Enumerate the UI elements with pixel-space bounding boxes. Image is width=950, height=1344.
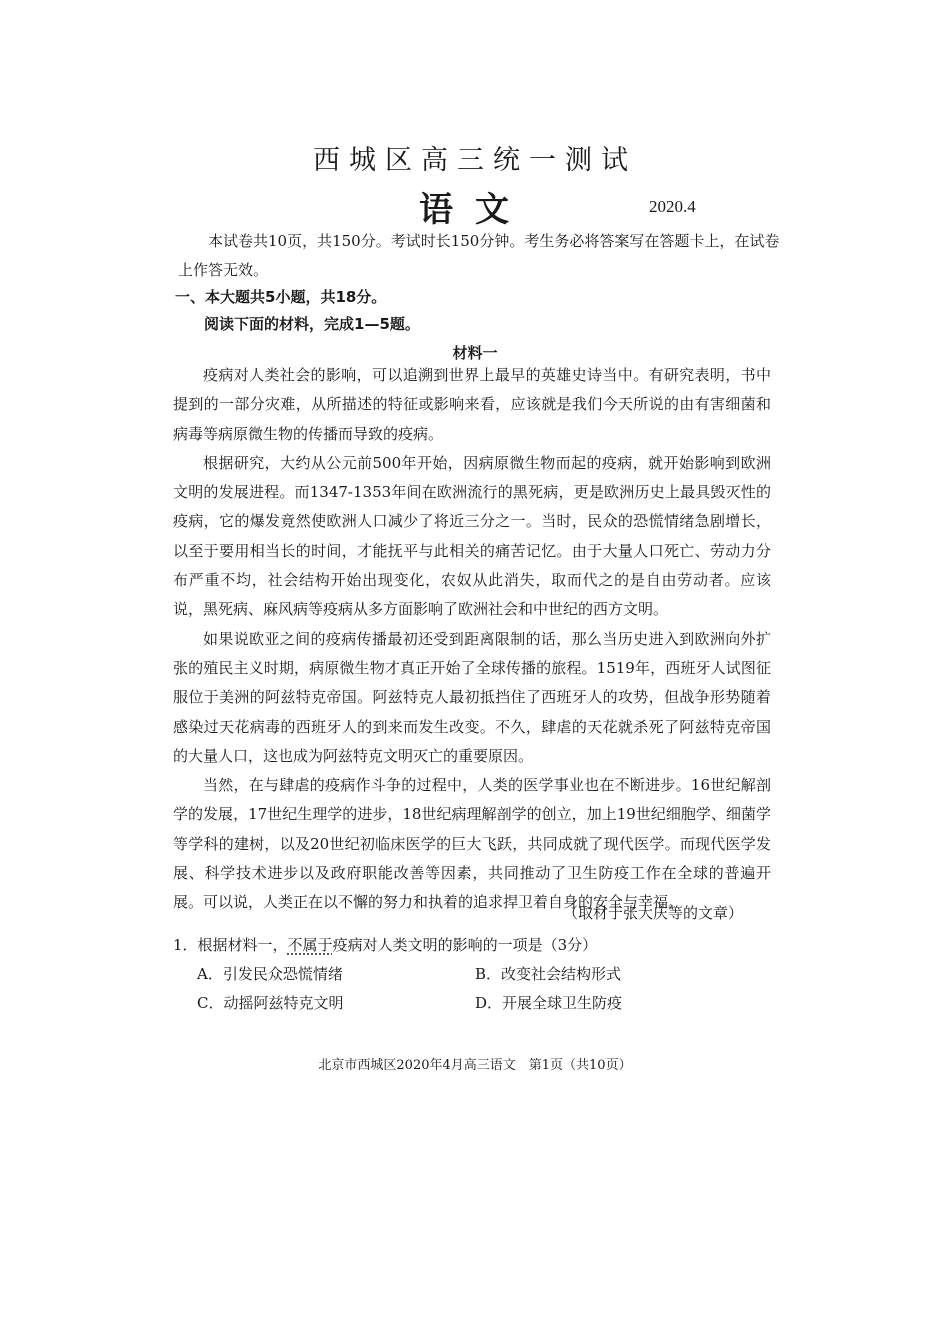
subject-title: 语文 <box>419 190 531 230</box>
question-1-suffix: 疫病对人类文明的影响的一项是（3分） <box>332 936 598 954</box>
option-b: B．改变社会结构形式 <box>475 965 622 983</box>
exam-date: 2020.4 <box>649 197 696 216</box>
passage-paragraph-2: 根据研究，大约从公元前500年开始，因病原微生物而起的疫病，就开始影响到欧洲文明的发展进程。而1347-1353年间在欧洲流行的黑死病，更是欧洲历史上最具毁灭性的疫病，它的爆发竟然使欧洲人口减少了将近三分之一。当时，民众的恐慌情绪急剧增长，以至于要用相当长的时间，才能抚平与此相关的痛苦记忆。由于大量人口死亡、劳动力分布严重不均，社会结构开始出现变化，农奴从此消失，取而代之的是自由劳动者。应该说，黑死病、麻风病等疫病从多方面影响了欧洲社会和中世纪的西方文明。 <box>173 453 771 619</box>
passage-paragraph-4: 当然，在与肆虐的疫病作斗争的过程中，人类的医学事业也在不断进步。16世纪解剖学的发展，17世纪生理学的进步，18世纪病理解剖学的创立，加上19世纪细胞学、细菌学等学科的建树，以及20世纪初临床医学的巨大飞跃，共同成就了现代医学。而现代医学发展、科学技术进步以及政府职能改善等因素，共同推动了卫生防疫工作在全球的普遍开展。可以说，人类正在以不懈的努力和执着的追求捍卫着自身的安全与幸福。 <box>173 776 771 912</box>
exam-instructions: 本试卷共10页，共150分。考试时长150分钟。考生务必将答案写在答题卡上，在试卷上作答无效。 <box>178 232 780 279</box>
question-1 <box>173 934 597 955</box>
passage-paragraph-3: 如果说欧亚之间的疫病传播最初还受到距离限制的话，那么当历史进入到欧洲向外扩张的殖民主义时期，病原微生物才真正开始了全球传播的旅程。1519年，西班牙人试图征服位于美洲的阿兹特克帝国。阿兹特克人最初抵挡住了西班牙人的攻势，但战争形势随着感染过天花病毒的西班牙人的到来而发生改变。不久，肆虐的天花就杀死了阿兹特克帝国的大量人口，这也成为阿兹特克文明灭亡的重要原因。 <box>173 629 771 765</box>
passage-paragraph-1: 疫病对人类社会的影响，可以追溯到世界上最早的英雄史诗当中。有研究表明，书中提到的一部分灾难，从所描述的特征或影响来看，应该就是我们今天所说的由有害细菌和病毒等病原微生物的传播而导致的疫病。 <box>173 366 771 443</box>
question-1-emphasis: 不属于 <box>287 936 333 954</box>
section-heading: 一、本大题共5小题，共18分。 <box>175 288 387 306</box>
material-title: 材料一 <box>452 344 498 362</box>
option-c: C．动摇阿兹特克文明 <box>197 994 344 1012</box>
option-d: D．开展全球卫生防疫 <box>475 994 623 1012</box>
exam-title: 西城区高三统一测试 <box>313 145 637 176</box>
page-footer: 北京市西城区2020年4月高三语文 第1页（共10页） <box>318 1058 632 1073</box>
question-1-prefix: 1．根据材料一， <box>173 936 288 954</box>
option-a: A．引发民众恐慌情绪 <box>197 965 343 983</box>
material-source: （取材于张大庆等的文章） <box>563 904 744 922</box>
material-passage <box>173 361 771 918</box>
reading-instruction: 阅读下面的材料，完成1—5题。 <box>204 315 420 333</box>
